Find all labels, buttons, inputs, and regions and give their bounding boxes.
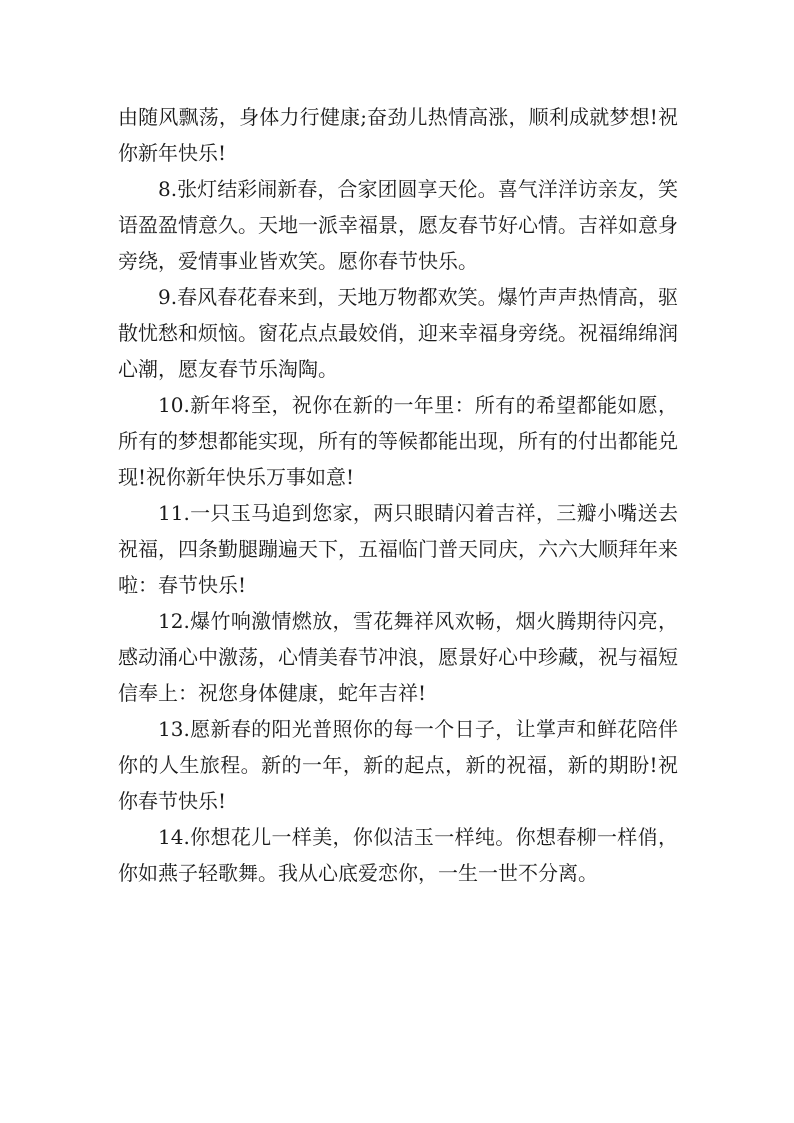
paragraph-item-11: 11.一只玉马追到您家，两只眼睛闪着吉祥，三瓣小嘴送去祝福，四条勤腿蹦遍天下，五福临门普天同庆，六六大顺拜年来啦：春节快乐! <box>118 501 678 597</box>
paragraph-item-13: 13.愿新春的阳光普照你的每一个日子，让掌声和鲜花陪伴你的人生旅程。新的一年，新的起点，新的祝福，新的期盼!祝你春节快乐! <box>118 717 678 813</box>
paragraph-item-14: 14.你想花儿一样美，你似洁玉一样纯。你想春柳一样俏，你如燕子轻歌舞。我从心底爱恋你，一生一世不分离。 <box>118 825 678 885</box>
paragraph-item-12: 12.爆竹响激情燃放，雪花舞祥风欢畅，烟火腾期待闪亮，感动涌心中激荡，心情美春节冲浪，愿景好心中珍藏，祝与福短信奉上：祝您身体健康，蛇年吉祥! <box>118 609 678 705</box>
paragraph-item-10: 10.新年将至，祝你在新的一年里：所有的希望都能如愿，所有的梦想都能实现，所有的等候都能出现，所有的付出都能兑现!祝你新年快乐万事如意! <box>118 393 678 489</box>
paragraph-continuation: 由随风飘荡，身体力行健康;奋劲儿热情高涨，顺利成就梦想!祝你新年快乐! <box>118 105 678 165</box>
paragraph-item-8: 8.张灯结彩闹新春，合家团圆享天伦。喜气洋洋访亲友，笑语盈盈情意久。天地一派幸福景，愿友春节好心情。吉祥如意身旁绕，爱情事业皆欢笑。愿你春节快乐。 <box>118 177 678 273</box>
paragraph-item-9: 9.春风春花春来到，天地万物都欢笑。爆竹声声热情高，驱散忧愁和烦恼。窗花点点最姣俏，迎来幸福身旁绕。祝福绵绵润心潮，愿友春节乐淘陶。 <box>118 285 678 381</box>
document-body <box>118 99 678 891</box>
